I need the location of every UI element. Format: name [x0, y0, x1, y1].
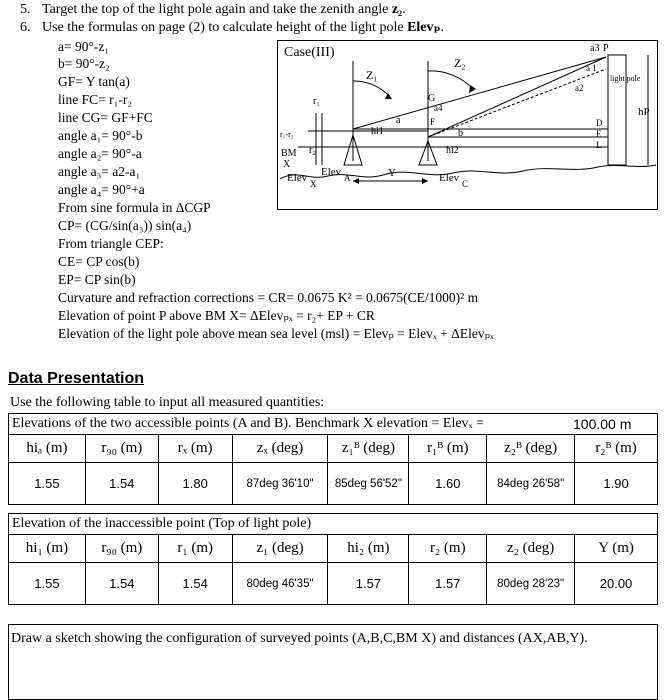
- label-r2: r₂: [309, 145, 316, 156]
- input-cell-rx[interactable]: 1.80: [158, 463, 232, 505]
- input-cell-z1[interactable]: 80deg 46'35": [232, 563, 328, 605]
- formula-line: b= 90°-z₂: [58, 56, 110, 71]
- step-symbol: Elevₚ: [407, 20, 441, 35]
- input-cell-hi2[interactable]: 1.57: [328, 563, 409, 605]
- input-cell-r90[interactable]: 1.54: [85, 463, 158, 505]
- sketch-instruction: Draw a sketch showing the configuration of surveyed points (A,B,C,BM X) and distances (AX,AB,Y).: [11, 631, 588, 646]
- step-text: Use the formulas on page (2) to calculate height of the light pole: [42, 20, 408, 35]
- label-a: a: [396, 115, 401, 126]
- label-a2: a2: [575, 83, 584, 93]
- case-label: Case(III): [284, 45, 335, 60]
- benchmark-value: 100.00 m: [573, 416, 632, 432]
- label-l: L: [596, 140, 602, 150]
- table-header-row: [9, 435, 658, 463]
- formula-line: line FC= r₁-r₂: [58, 92, 133, 107]
- table-header-cell: zₓ (deg): [232, 435, 328, 463]
- label-b: b: [458, 128, 463, 139]
- step-6: [20, 20, 444, 36]
- formula-line: Elevation of point P above BM X= ΔElevₚₓ = r₂+ EP + CR: [58, 308, 375, 323]
- table-header-cell: z₂ (deg): [487, 535, 575, 563]
- label-y: Y: [388, 167, 396, 179]
- input-cell-r90[interactable]: 1.54: [85, 563, 158, 605]
- table-header-cell: z₁ (deg): [232, 535, 328, 563]
- table-instruction: Use the following table to input all measured quantities:: [10, 395, 325, 410]
- label-elev-c: Elev: [439, 172, 460, 184]
- table-header-cell: rₓ (m): [158, 435, 232, 463]
- step-text-end: .: [440, 20, 444, 35]
- input-cell-r1b[interactable]: 1.60: [409, 463, 487, 505]
- table-header-cell: r₉₀ (m): [85, 535, 158, 563]
- accessible-title-row: [8, 413, 658, 435]
- formula-line: line CG= GF+FC: [58, 110, 153, 125]
- section-title: Data Presentation: [8, 370, 145, 387]
- table-row: [9, 563, 658, 605]
- formula-line: From triangle CEP:: [58, 236, 164, 251]
- step-text: Target the top of the light pole again and take the zenith angle: [42, 2, 392, 17]
- accessible-title: Elevations of the two accessible points (A and B). Benchmark X elevation = Elevₓ =: [12, 416, 485, 431]
- label-elev-x: Elev: [287, 172, 308, 184]
- table-header-cell: hi₁ (m): [9, 535, 86, 563]
- input-cell-y[interactable]: 20.00: [575, 563, 658, 605]
- zenith-arc-2: [428, 71, 473, 89]
- table-header-cell: Y (m): [575, 535, 658, 563]
- input-cell-z1b[interactable]: 85deg 56'52": [328, 463, 409, 505]
- label-z1: Z₁: [366, 68, 378, 82]
- label-hi1: hi1: [371, 126, 384, 137]
- accessible-table: [8, 434, 658, 505]
- input-cell-r1[interactable]: 1.54: [158, 563, 232, 605]
- arrow-icon: [353, 178, 359, 184]
- table-header-cell: r₁ (m): [158, 535, 232, 563]
- table-header-cell: r₂ᴮ (m): [575, 435, 658, 463]
- input-cell-hi1[interactable]: 1.55: [9, 563, 86, 605]
- label-r1: r₁: [313, 96, 320, 107]
- table-header-cell: z₂ᴮ (deg): [487, 435, 575, 463]
- step-number: 6.: [20, 20, 31, 35]
- zenith-arc-1: [353, 81, 390, 97]
- label-elev-a: Elev: [321, 166, 342, 178]
- table-row: [9, 463, 658, 505]
- formula-line: angle a₂= 90°-a: [58, 146, 142, 161]
- formula-line: GF= Y tan(a): [58, 74, 130, 89]
- formula-line: angle a₄= 90°+a: [58, 182, 145, 197]
- formula-line: a= 90°-z₁: [58, 39, 110, 54]
- label-f: F: [430, 117, 436, 127]
- step-symbol: z₂: [391, 2, 403, 17]
- table-header-cell: r₉₀ (m): [85, 435, 158, 463]
- label-z2: Z₂: [454, 56, 466, 70]
- formula-line: CE= CP cos(b): [58, 254, 140, 269]
- diagram-svg: [278, 41, 657, 209]
- formula-line: From sine formula in ΔCGP: [58, 200, 211, 215]
- case-diagram: [277, 40, 658, 210]
- light-pole-shape: [608, 55, 626, 165]
- inaccessible-title-row: [8, 513, 658, 535]
- formula-line: Curvature and refraction corrections = CR= 0.0675 K² = 0.0675(CE/1000)² m: [58, 290, 479, 305]
- label-hi2: hi2: [446, 145, 459, 156]
- label-light-pole: light pole: [610, 74, 641, 83]
- arrow-icon: [469, 85, 476, 93]
- label-elev-c-sub: C: [462, 179, 469, 189]
- input-cell-zx[interactable]: 87deg 36'10": [232, 463, 328, 505]
- formula-line: EP= CP sin(b): [58, 272, 136, 287]
- table-header-cell: r₁ᴮ (m): [409, 435, 487, 463]
- input-cell-hia[interactable]: 1.55: [9, 463, 86, 505]
- step-number: 5.: [20, 2, 31, 17]
- label-e: E: [596, 129, 602, 139]
- inaccessible-title: Elevation of the inaccessible point (Top of light pole): [12, 516, 312, 531]
- label-x: X: [283, 159, 291, 170]
- table-header-cell: r₂ (m): [409, 535, 487, 563]
- table-header-row: [9, 535, 658, 563]
- formula-line: angle a₁= 90°-b: [58, 128, 143, 143]
- label-d: D: [596, 118, 603, 128]
- label-elev-x-sub: X: [310, 179, 317, 189]
- inaccessible-table: [8, 534, 658, 605]
- step-text-end: .: [402, 2, 406, 17]
- formula-line: Elevation of the light pole above mean sea level (msl) = Elevₚ = Elevₓ + ΔElevₚₓ: [58, 326, 494, 341]
- arrow-icon: [422, 178, 428, 184]
- input-cell-r2b[interactable]: 1.90: [575, 463, 658, 505]
- step-5: [20, 2, 406, 18]
- input-cell-z2[interactable]: 80deg 28'23": [487, 563, 575, 605]
- table-header-cell: hi₂ (m): [328, 535, 409, 563]
- label-r1-r2: r₁-r₂: [280, 130, 294, 139]
- input-cell-z2b[interactable]: 84deg 26'58": [487, 463, 575, 505]
- table-header-cell: hiₐ (m): [9, 435, 86, 463]
- label-a3: a3: [590, 43, 600, 54]
- label-a1: a 1: [586, 63, 597, 73]
- label-a4: a4: [434, 103, 443, 113]
- label-elev-a-sub: A: [344, 173, 351, 183]
- sketch-area[interactable]: [8, 624, 658, 700]
- sight-line-dashed: [428, 69, 606, 137]
- sight-line-a: [353, 57, 606, 129]
- table-header-cell: z₁ᴮ (deg): [328, 435, 409, 463]
- arrow-icon: [385, 93, 392, 99]
- input-cell-r2[interactable]: 1.57: [409, 563, 487, 605]
- label-p: P: [603, 43, 609, 54]
- label-hp: hP: [638, 106, 650, 118]
- label-g: G: [428, 93, 436, 104]
- formula-line: angle a₃= a2-a₁: [58, 164, 141, 179]
- formula-line: CP= (CG/sin(a₃)) sin(a₄): [58, 218, 192, 233]
- label-bm: BM: [281, 148, 297, 159]
